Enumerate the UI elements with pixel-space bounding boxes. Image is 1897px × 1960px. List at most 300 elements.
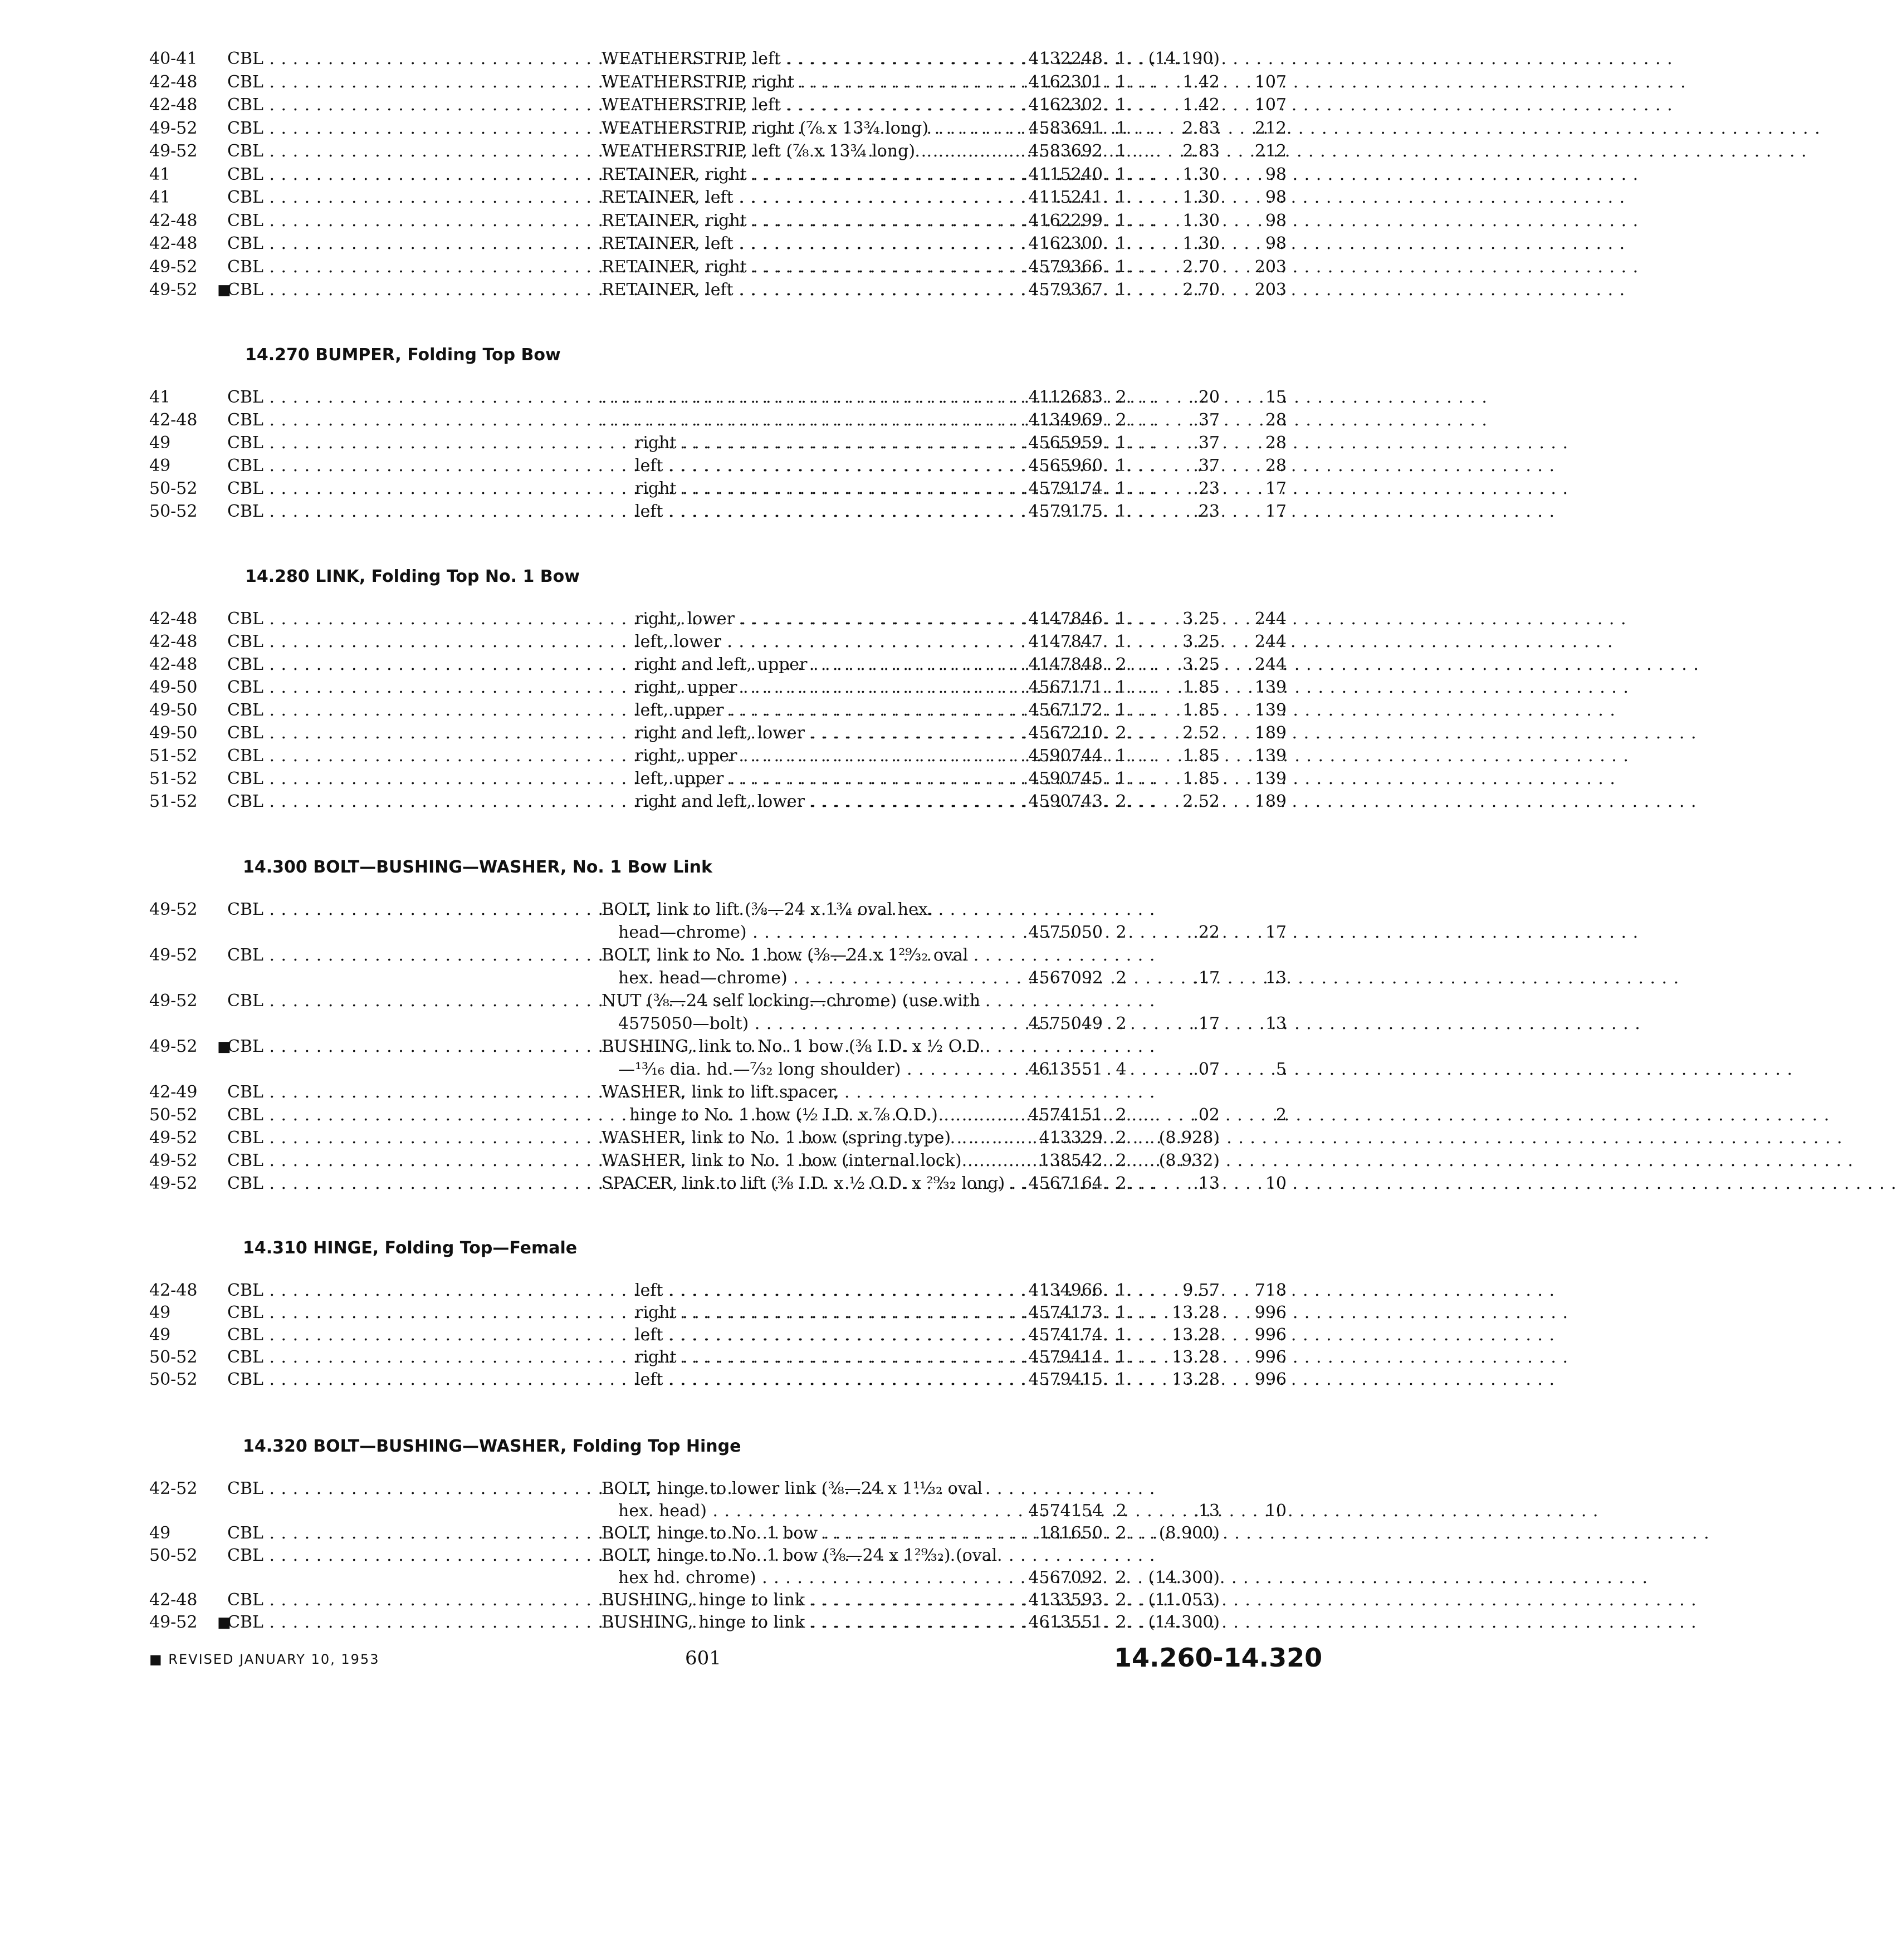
part-description: WASHER, link to lift spacer, [602,1082,839,1102]
table-row [0,432,1408,454]
model-code: CBL . . . [227,432,573,454]
list-price: (11.053) [1148,1590,1220,1610]
weight: 189 [1254,792,1287,811]
quantity: 1 [1116,234,1127,253]
part-description [602,386,991,409]
table-row [0,256,1408,278]
quantity: 1 [1116,1303,1127,1322]
model-code: CBL . . . [227,187,573,209]
quantity: 2 [1116,1568,1127,1587]
model-code: CBL . . . [227,1324,573,1346]
part-number: 4162302 [1028,95,1103,115]
year-range: 42-48 [149,410,198,430]
year-range: 40-41 [149,49,198,68]
part-description: BOLT, hinge to No. 1 bow (⅜—24 x 1²⁹⁄₃₂) (oval [602,1546,998,1565]
list-price: (8.932) [1158,1151,1220,1170]
quantity: 2 [1116,968,1127,988]
part-description: hinge to No. 1 bow (½ I.D. x ⅞ O.D.) . . . [629,1104,991,1126]
list-price: 9.57 [1182,1281,1220,1300]
list-price: 13.28 [1172,1370,1220,1389]
model-code: CBL . . . [227,48,573,70]
list-price: (8.900) [1158,1523,1220,1543]
list-price: 1.85 [1182,700,1220,720]
weight: 15 [1265,388,1287,407]
weight: 996 [1254,1347,1287,1367]
model-code: CBL . . . [227,140,573,163]
year-range: 51-52 [149,769,198,788]
part-description: WEATHERSTRIP, left . . . [602,94,991,116]
model-code: CBL . . . [227,1302,573,1324]
part-description: left, lower . . . [635,631,991,653]
quantity: 1 [1116,700,1127,720]
model-code: CBL . . . [227,654,573,676]
table-row [0,279,1408,301]
list-price: .22 [1193,923,1220,942]
part-description: left . . . [635,501,991,523]
part-description: WASHER, link to No. 1 bow (internal lock) . . . [602,1150,991,1172]
part-description: right and left, upper . . . [635,654,991,676]
quantity: 1 [1116,746,1127,766]
part-description: left . . . [635,455,991,477]
part-number: 4574154 [1028,1501,1103,1521]
quantity: 1 [1116,502,1127,521]
year-range: 49-52 [149,141,198,161]
list-price: .17 [1193,1014,1220,1033]
part-description: WEATHERSTRIP, left . . . [602,48,991,70]
part-description: right . . . [635,1346,991,1369]
part-description: BOLT, link to lift (⅜—24 x 1¾ oval hex. [602,900,933,919]
revision-marker: ■ [217,1614,231,1631]
part-description: WEATHERSTRIP, right (⅞ x 13¾ long) . . . [602,117,991,140]
weight: 996 [1254,1370,1287,1389]
part-number: 4112683 [1028,388,1103,407]
part-description-continued: head—chrome) . . . [618,922,991,944]
part-description: right and left, lower . . . [635,791,991,813]
list-price: .23 [1193,502,1220,521]
part-description: BOLT, hinge to No. 1 bow . . . [602,1522,991,1545]
quantity: 2 [1116,1105,1127,1125]
section-heading-14-310: 14.310 HINGE, Folding Top—Female [243,1238,578,1258]
table-row [0,1589,1408,1611]
weight: 98 [1265,164,1287,184]
weight: 17 [1265,923,1287,942]
quantity: 1 [1116,479,1127,498]
model-code: CBL . . . [227,1280,573,1302]
part-description [602,409,991,432]
part-description: right, lower . . . [635,608,991,630]
weight: 28 [1265,456,1287,476]
part-number: 4613551 [1028,1613,1103,1632]
model-code: CBL . . . [227,1545,573,1567]
part-number: 4590744 [1028,746,1103,766]
part-description: BOLT, link to No. 1 bow (⅜—24 x 1²⁹⁄₃₂ oval [602,945,969,965]
list-price: 3.25 [1182,609,1220,629]
quantity: 2 [1116,792,1127,811]
part-description: RETAINER, right . . . [602,210,991,232]
weight: 996 [1254,1303,1287,1322]
list-price: .20 [1193,388,1220,407]
weight: 996 [1254,1325,1287,1345]
part-description: BUSHING, hinge to link . . . [602,1611,991,1634]
model-code: CBL . . . [227,1173,573,1195]
list-price: 1.85 [1182,746,1220,766]
quantity: 1 [1116,769,1127,788]
weight: 139 [1254,746,1287,766]
weight: 17 [1265,479,1287,498]
part-description: BOLT, hinge to lower link (⅜—24 x 1¹¹⁄₃₂ oval [602,1479,983,1498]
part-number: 4579414 [1028,1347,1103,1367]
weight: 244 [1254,632,1287,651]
list-price: 2.52 [1182,723,1220,743]
list-price: 1.30 [1182,164,1220,184]
part-description: RETAINER, left . . . [602,187,991,209]
part-number: 4574173 [1028,1303,1103,1322]
table-row [0,478,1408,500]
section-heading-14-270: 14.270 BUMPER, Folding Top Bow [245,345,561,365]
table-row [0,1036,1408,1058]
year-range: 49-52 [149,900,198,919]
year-range: 49-50 [149,700,198,720]
table-row [0,1104,1408,1126]
part-number: 4134969 [1028,410,1103,430]
table-row [0,944,1408,967]
model-code: CBL . . . [227,899,573,921]
year-range: 41 [149,164,171,184]
table-row [0,791,1408,813]
table-row [0,1280,1408,1302]
part-number: 4162300 [1028,234,1103,253]
list-price: .02 [1193,1105,1220,1125]
list-price: (14.190) [1148,49,1220,68]
quantity: 1 [1116,210,1127,231]
table-row [0,1081,1408,1104]
quantity: 1 [1116,678,1127,697]
quantity: 1 [1116,1325,1127,1345]
part-description: NUT (⅜—24 self locking—chrome) (use with [602,991,981,1011]
model-code: CBL . . . [227,71,573,94]
weight: 13 [1265,1014,1287,1033]
year-range: 42-48 [149,210,198,231]
table-row [0,608,1408,630]
quantity: 1 [1116,72,1127,92]
table-row [0,187,1408,209]
quantity: 2 [1116,655,1127,674]
quantity: 2 [1116,1151,1127,1170]
part-description-continued: hex. head—chrome) . . . [618,967,991,989]
model-code: CBL . . . [227,1346,573,1369]
year-range: 50-52 [149,1105,198,1125]
table-row-continuation [0,1059,1408,1081]
year-range: 41 [149,188,171,207]
year-range: 51-52 [149,792,198,811]
list-price: 13.28 [1172,1325,1220,1345]
list-price: 3.25 [1182,632,1220,651]
part-description: left . . . [635,1280,991,1302]
part-description: right and left, lower . . . [635,722,991,744]
list-price: (14.300) [1148,1613,1220,1632]
part-description: RETAINER, right . . . [602,256,991,278]
table-row [0,48,1408,70]
part-number: 4147848 [1028,655,1103,674]
year-range: 42-48 [149,1281,198,1300]
part-number: 4579366 [1028,257,1103,277]
part-description-continued: hex. head) . . . [618,1500,991,1522]
model-code: CBL . . . [227,944,573,967]
part-description: right . . . [635,432,991,454]
quantity: 1 [1116,456,1127,476]
year-range: 49 [149,1523,171,1543]
year-range: 42-49 [149,1082,198,1102]
part-description: left, upper . . . [635,699,991,722]
weight: 98 [1265,188,1287,207]
quantity: 2 [1116,1523,1127,1543]
model-code: CBL . . . [227,478,573,500]
weight: 212 [1254,141,1287,161]
list-price: 2.52 [1182,792,1220,811]
model-code: CBL . . . [227,1369,573,1391]
part-number: 4567210 [1028,723,1103,743]
section-heading-14-300: 14.300 BOLT—BUSHING—WASHER, No. 1 Bow Link [243,857,712,877]
model-code: CBL . . . [227,279,573,301]
weight: 212 [1254,118,1287,138]
revision-note: ■ REVISED JANUARY 10, 1953 [149,1652,380,1667]
list-price: 1.85 [1182,769,1220,788]
table-row [0,71,1408,94]
part-number: 4574174 [1028,1325,1103,1345]
quantity: 2 [1116,1590,1127,1610]
revision-marker: ■ [217,1038,231,1055]
part-number: 138542 [1039,1151,1103,1170]
year-range: 49-52 [149,1613,198,1632]
weight: 107 [1254,72,1287,92]
year-range: 42-48 [149,1590,198,1610]
part-number: 4590743 [1028,792,1103,811]
table-row [0,1611,1408,1634]
list-price: 1.85 [1182,678,1220,697]
year-range: 42-52 [149,1479,198,1498]
year-range: 49-52 [149,1128,198,1148]
part-description-continued: hex hd. chrome) . . . [618,1567,991,1589]
year-range: 49 [149,1325,171,1345]
year-range: 49-52 [149,1151,198,1170]
list-price: .07 [1193,1060,1220,1079]
part-description: WEATHERSTRIP, right . . . [602,71,991,94]
year-range: 51-52 [149,746,198,766]
table-row [0,409,1408,432]
part-description: right . . . [635,1302,991,1324]
section-heading-14-280: 14.280 LINK, Folding Top No. 1 Bow [245,567,580,586]
section-range: 14.260-14.320 [1114,1643,1323,1673]
quantity: 1 [1116,1281,1127,1300]
year-range: 42-48 [149,609,198,629]
table-row [0,899,1408,921]
list-price: .23 [1193,479,1220,498]
weight: 98 [1265,210,1287,231]
part-number: 4575050 [1028,923,1103,942]
model-code: CBL . . . [227,631,573,653]
part-description: BUSHING, hinge to link . . . [602,1589,991,1611]
part-description: left . . . [635,1324,991,1346]
model-code: CBL . . . [227,501,573,523]
list-price: (14.300) [1148,1568,1220,1587]
part-description: BUSHING, link to No. 1 bow (⅜ I.D. x ½ O.D. [602,1037,985,1056]
model-code: CBL . . . [227,233,573,255]
list-price: 1.30 [1182,188,1220,207]
part-number: 413329 [1039,1128,1103,1148]
list-price: 1.42 [1182,72,1220,92]
weight: 718 [1254,1281,1287,1300]
part-description-continued: —¹³⁄₁₆ dia. hd.—⁷⁄₃₂ long shoulder) . . . [618,1059,991,1081]
section-heading-14-320: 14.320 BOLT—BUSHING—WASHER, Folding Top Hinge [243,1437,741,1456]
quantity: 1 [1116,632,1127,651]
part-number: 4567172 [1028,700,1103,720]
year-range: 49 [149,456,171,476]
part-description: left . . . [635,1369,991,1391]
part-number: 4147847 [1028,632,1103,651]
weight: 139 [1254,678,1287,697]
quantity: 2 [1116,723,1127,743]
year-range: 49-52 [149,118,198,138]
part-number: 181650 [1039,1523,1103,1543]
model-code: CBL . . . [227,1104,573,1126]
list-price: 2.83 [1182,118,1220,138]
quantity: 2 [1116,1128,1127,1148]
revision-marker: ■ [217,282,231,298]
table-row-continuation [0,1500,1408,1522]
model-code: CBL . . . [227,1081,573,1104]
year-range: 42-48 [149,72,198,92]
part-description: RETAINER, right . . . [602,164,991,186]
table-row [0,990,1408,1012]
model-code: CBL . . . [227,94,573,116]
part-number: 4613551 [1028,1060,1103,1079]
weight: 5 [1275,1060,1287,1079]
table-row [0,1346,1408,1369]
part-description: WASHER, link to No. 1 bow (spring type) . . . [602,1127,991,1149]
weight: 10 [1265,1174,1287,1193]
weight: 13 [1265,968,1287,988]
model-code: CBL . . . [227,409,573,432]
year-range: 50-52 [149,1370,198,1389]
table-row [0,210,1408,232]
year-range: 49-52 [149,1174,198,1193]
table-row-continuation [0,967,1408,989]
part-number: 4133593 [1028,1590,1103,1610]
part-number: 4115241 [1028,188,1103,207]
list-price: 1.30 [1182,234,1220,253]
model-code: CBL . . . [227,722,573,744]
year-range: 49 [149,1303,171,1322]
table-row [0,164,1408,186]
model-code: CBL . . . [227,990,573,1012]
weight: 189 [1254,723,1287,743]
weight: 244 [1254,609,1287,629]
table-row-continuation [0,922,1408,944]
part-description: RETAINER, left . . . [602,279,991,301]
part-number: 4579415 [1028,1370,1103,1389]
list-price: 2.70 [1182,280,1220,300]
part-description: right . . . [635,478,991,500]
list-price: .37 [1193,410,1220,430]
model-code: CBL . . . [227,386,573,409]
table-row [0,1127,1408,1149]
list-price: (8.928) [1158,1128,1220,1148]
list-price: 13.28 [1172,1303,1220,1322]
table-row [0,1324,1408,1346]
model-code: CBL . . . [227,1478,573,1500]
part-number: 4132248 [1028,49,1103,68]
table-row-continuation [0,1567,1408,1589]
quantity: 2 [1116,1501,1127,1521]
year-range: 49-52 [149,280,198,300]
quantity: 1 [1116,141,1127,161]
quantity: 2 [1116,923,1127,942]
year-range: 42-48 [149,234,198,253]
year-range: 49-50 [149,723,198,743]
list-price: 1.30 [1182,210,1220,231]
list-price: .37 [1193,456,1220,476]
part-number: 4579174 [1028,479,1103,498]
quantity: 1 [1116,1370,1127,1389]
model-code: CBL . . . [227,1589,573,1611]
year-range: 50-52 [149,1546,198,1565]
part-description: right, upper . . . [635,677,991,699]
model-code: CBL . . . [227,1127,573,1149]
table-row [0,94,1408,116]
model-code: CBL . . . [227,608,573,630]
part-description: RETAINER, left . . . [602,233,991,255]
list-price: .13 [1193,1501,1220,1521]
table-row [0,1369,1408,1391]
quantity: 1 [1116,609,1127,629]
weight: 2 [1275,1105,1287,1125]
quantity: 1 [1116,257,1127,277]
part-number: 4162299 [1028,210,1103,231]
part-number: 4567164 [1028,1174,1103,1193]
model-code: CBL . . . [227,1611,573,1634]
year-range: 42-48 [149,655,198,674]
table-row [0,386,1408,409]
table-row [0,501,1408,523]
model-code: CBL . . . [227,677,573,699]
model-code: CBL . . . [227,768,573,790]
weight: 17 [1265,502,1287,521]
quantity: 1 [1116,188,1127,207]
quantity: 1 [1116,49,1127,68]
table-row [0,631,1408,653]
table-row [0,455,1408,477]
part-description-continued: 4575050—bolt) . . . [618,1013,991,1035]
part-description: right, upper . . . [635,745,991,767]
table-row [0,1522,1408,1545]
table-row [0,1302,1408,1324]
year-range: 49-52 [149,991,198,1011]
table-row [0,1150,1408,1172]
quantity: 1 [1116,433,1127,453]
weight: 203 [1254,257,1287,277]
model-code: CBL . . . [227,1150,573,1172]
weight: 10 [1265,1501,1287,1521]
part-number: 4134966 [1028,1281,1103,1300]
model-code: CBL . . . [227,745,573,767]
quantity: 1 [1116,1347,1127,1367]
table-row [0,1173,1408,1195]
model-code: CBL . . . [227,455,573,477]
model-code: CBL . . . [227,164,573,186]
table-row [0,140,1408,163]
model-code: CBL . . . [227,117,573,140]
part-number: 4583691 [1028,118,1103,138]
